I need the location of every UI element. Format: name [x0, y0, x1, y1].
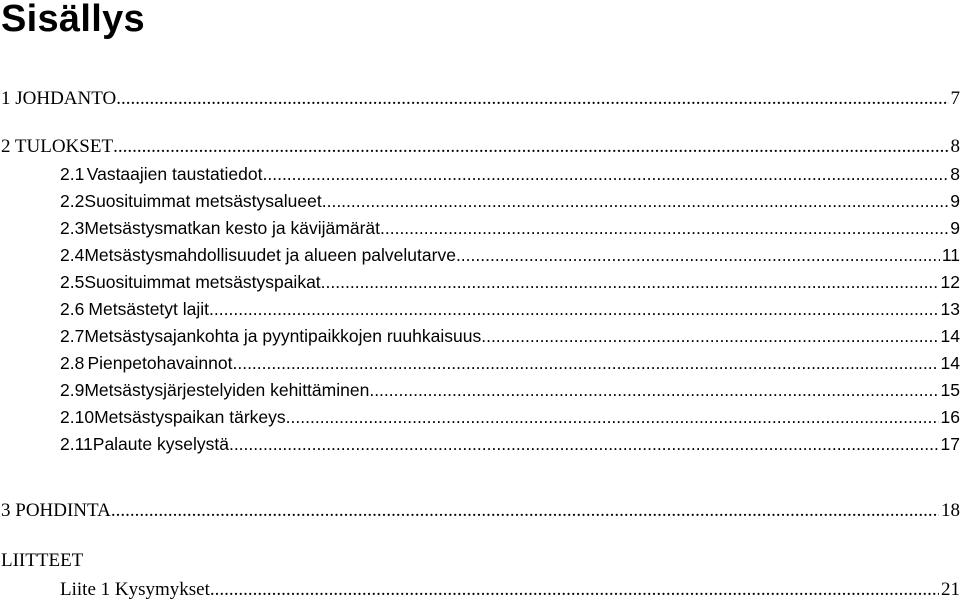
toc-entry-label: 1 JOHDANTO: [1, 88, 117, 109]
toc-entry-label: 3 POHDINTA: [1, 500, 111, 521]
toc-entry-2-9[interactable]: [60, 377, 960, 401]
toc-entry-label: Palaute kyselystä: [92, 434, 229, 454]
toc-entry-label: Liite 1 Kysymykset: [60, 579, 210, 600]
toc-entry-label: Metsästysajankohta ja pyyntipaikkojen ruuhkaisuus: [84, 326, 482, 346]
toc-entry-2-11[interactable]: [60, 431, 960, 455]
toc-entry-label: Metsästysjärjestelyiden kehittäminen: [84, 380, 370, 400]
toc-entry-number: 2.5: [60, 272, 85, 292]
toc-entry-number: 2.10: [60, 407, 95, 427]
toc-page-number: 11: [941, 245, 960, 265]
toc-leader: [369, 379, 938, 401]
page-title: Sisällys: [1, 0, 145, 40]
toc-entry-pohdinta[interactable]: [1, 498, 960, 522]
toc-page-number: 17: [940, 434, 960, 454]
toc-entry-label: Suosituimmat metsästyspaikat: [84, 272, 321, 292]
toc-entry-number: 2.4: [60, 245, 85, 265]
toc-entry-label: 2 TULOKSET: [1, 136, 114, 157]
toc-entry-tulokset[interactable]: [1, 134, 960, 158]
toc-entry-number: 2.7: [60, 326, 85, 346]
toc-entry-2-8[interactable]: [60, 350, 960, 374]
toc-entry-2-7[interactable]: [60, 323, 960, 347]
toc-entry-number: 2.6: [60, 299, 85, 319]
toc-page-number: 14: [940, 353, 960, 373]
toc-entry-2-1[interactable]: [60, 161, 960, 185]
toc-entry-2-3[interactable]: [60, 215, 960, 239]
toc-leader: [116, 88, 948, 110]
toc-page-number: 12: [940, 272, 960, 292]
toc-page-number: 13: [940, 299, 960, 319]
toc-entry-2-5[interactable]: [60, 269, 960, 293]
toc-entry-johdanto[interactable]: [1, 86, 960, 110]
toc-leader: [456, 244, 940, 266]
toc-page-number: 8: [950, 136, 960, 157]
toc-page-number: 18: [941, 500, 960, 521]
toc-page-number: 9: [950, 218, 960, 238]
toc-entry-number: 2.9: [60, 380, 85, 400]
toc-entry-2-6[interactable]: [60, 296, 960, 320]
toc-entry-number: 2.2: [60, 191, 85, 211]
toc-leader: [380, 217, 948, 239]
toc-entry-label: Vastaajien taustatiedot: [86, 164, 263, 184]
liitteet-heading: LIITTEET: [1, 550, 84, 571]
toc-page-number: 7: [950, 88, 960, 109]
toc-page-number: 21: [941, 579, 960, 600]
toc-leader: [321, 271, 939, 293]
toc-page-number: 9: [950, 191, 960, 211]
toc-entry-label: Metsästysmatkan kesto ja kävijämärät: [84, 218, 380, 238]
toc-leader: [263, 163, 949, 185]
toc-entry-label: Pienpetohavainnot: [87, 353, 233, 373]
toc-leader: [481, 325, 938, 347]
toc-leader: [113, 136, 948, 158]
toc-page-number: 15: [940, 380, 960, 400]
toc-entry-number: 2.1: [60, 164, 85, 184]
toc-entry-number: 2.3: [60, 218, 85, 238]
toc-leader: [209, 298, 939, 320]
toc-entry-2-2[interactable]: [60, 188, 960, 212]
toc-entry-number: 2.11: [60, 434, 93, 454]
toc-page-number: 8: [950, 164, 960, 184]
toc-entry-number: 2.8: [60, 353, 85, 373]
toc-entry-label: Metsästyspaikan tärkeys: [94, 407, 286, 427]
toc-leader: [322, 190, 949, 212]
toc-page-number: 16: [940, 407, 960, 427]
toc-leader: [286, 406, 939, 428]
toc-leader: [229, 433, 939, 455]
toc-entry-label: Metsästetyt lajit: [88, 299, 210, 319]
toc-leader: [232, 352, 938, 374]
toc-entry-label: Metsästysmahdollisuudet ja alueen palvelutarve: [84, 245, 456, 265]
toc-page-number: 14: [940, 326, 960, 346]
toc-entry-2-4[interactable]: [60, 242, 960, 266]
toc-leader: [111, 500, 939, 522]
toc-entry-label: Suosituimmat metsästysalueet: [84, 191, 322, 211]
toc-leader: [210, 579, 939, 601]
toc-entry-2-10[interactable]: [60, 404, 960, 428]
toc-entry-liite-1[interactable]: [60, 577, 960, 601]
